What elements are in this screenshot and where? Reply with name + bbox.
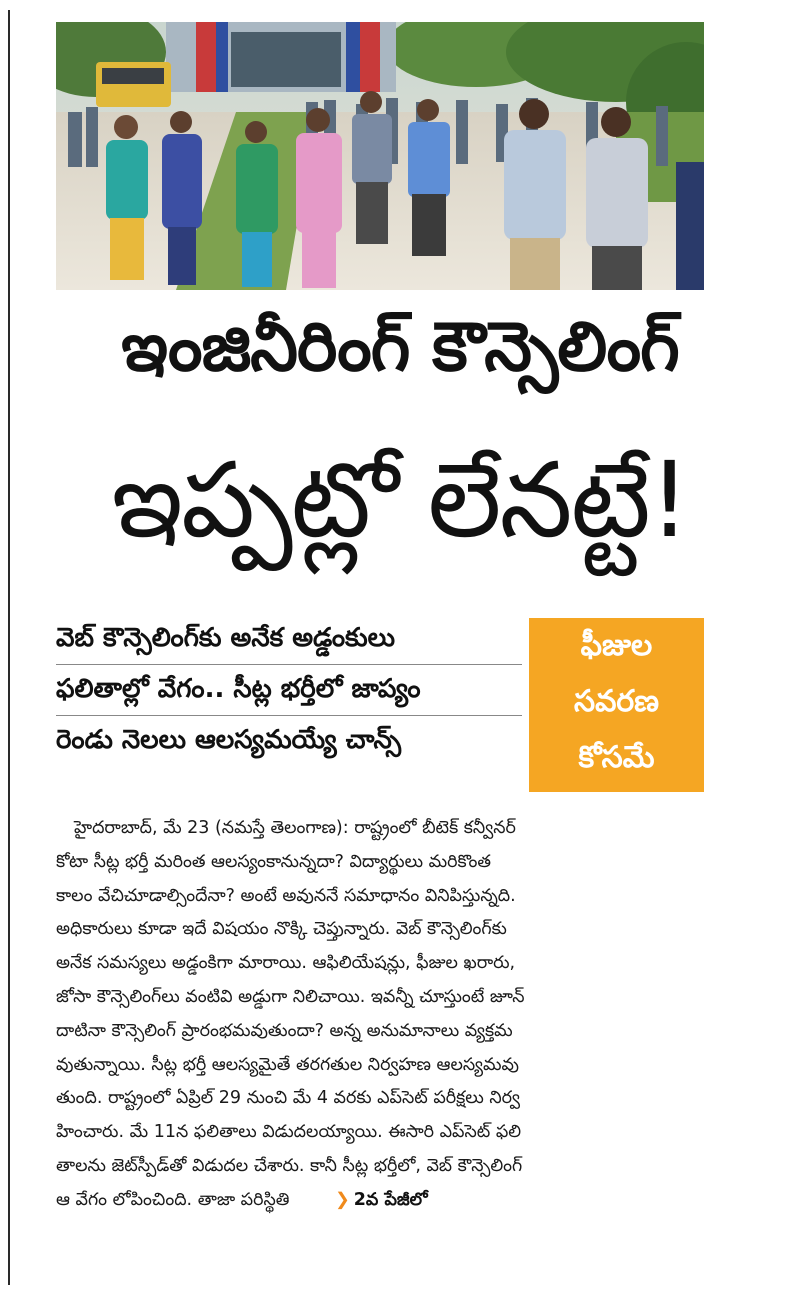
subheadline-1: వెబ్ కౌన్సెలింగ్‌కు అనేక అడ్డంకులు xyxy=(56,614,522,665)
article-line: కోటా సీట్ల భర్తీ మరింత ఆలస్యంకానున్నదా? విద్యార్థులు మరికొంత xyxy=(56,851,492,872)
article-line: హైదరాబాద్, మే 23 (నమస్తే తెలంగాణ): రాష్ట్రంలో బీటెక్ కన్వీనర్ xyxy=(74,818,516,838)
side-highlight-box xyxy=(529,618,704,792)
article-line: తాలను జెట్‌స్పీడ్‌తో విడుదల చేశారు. కానీ సీట్ల భర్తీలో, వెబ్ కౌన్సెలింగ్ xyxy=(56,1155,523,1176)
article-line: దాటినా కౌన్సెలింగ్ ప్రారంభమవుతుందా? అన్న అనుమానాలు వ్యక్తమ xyxy=(56,1020,513,1041)
headline-line-2: ఇప్పట్లో లేనట్టే! xyxy=(111,439,689,561)
subheadline-3: రెండు నెలలు ఆలస్యమయ్యే చాన్స్ xyxy=(56,725,402,755)
article-line: అధికారులు కూడా ఇదే విషయం నొక్కి చెప్తున్నారు. వెబ్ కౌన్సెలింగ్‌కు xyxy=(56,919,507,940)
side-box-line-3: కోసమే xyxy=(578,740,655,775)
subheadline-list xyxy=(56,614,522,766)
chevron-right-icon: ❯ xyxy=(335,1189,350,1210)
article-line: తుంది. రాష్ట్రంలో ఏప్రిల్ 29 నుంచి మే 4 వరకు ఎప్‌సెట్ పరీక్షలు నిర్వ xyxy=(56,1088,520,1109)
continue-text: 2వ పేజీలో xyxy=(353,1189,428,1210)
article-last-line xyxy=(56,1184,704,1218)
article-line-text: ఆ వేగం లోపించింది. తాజా పరిస్థితి xyxy=(56,1189,290,1210)
continue-on-page-link[interactable] xyxy=(335,1184,428,1218)
news-photo-students-campus xyxy=(56,22,704,290)
subheadline-2: ఫలితాల్లో వేగం.. సీట్ల భర్తీలో జాప్యం xyxy=(56,665,522,716)
article-line: అనేక సమస్యలు అడ్డంకిగా మారాయి. ఆఫిలియేషన్లు, ఫీజుల ఖరారు, xyxy=(56,953,516,974)
article-line: కాలం వేచిచూడాల్సిందేనా? అంటే అవుననే సమాధానం వినిపిస్తున్నది. xyxy=(56,885,516,906)
page-left-rule xyxy=(8,10,10,1285)
side-box-line-2: సవరణ xyxy=(574,684,659,719)
article-body xyxy=(56,812,704,1218)
headline-line-1: ఇంజినీరింగ్ కౌన్సెలింగ్ xyxy=(121,308,679,387)
article-line: జోసా కౌన్సెలింగ్‌లు వంటివి అడ్డుగా నిలిచాయి. ఇవన్నీ చూస్తుంటే జూన్ xyxy=(56,986,525,1007)
article-line: హించారు. మే 11న ఫలితాలు విడుదలయ్యాయి. ఈసారి ఎప్‌సెట్ ఫలి xyxy=(56,1122,522,1143)
article-line: వుతున్నాయి. సీట్ల భర్తీ ఆలస్యమైతే తరగతుల నిర్వహణ ఆలస్యమవు xyxy=(56,1054,520,1075)
side-box-line-1: ఫీజుల xyxy=(580,628,653,663)
